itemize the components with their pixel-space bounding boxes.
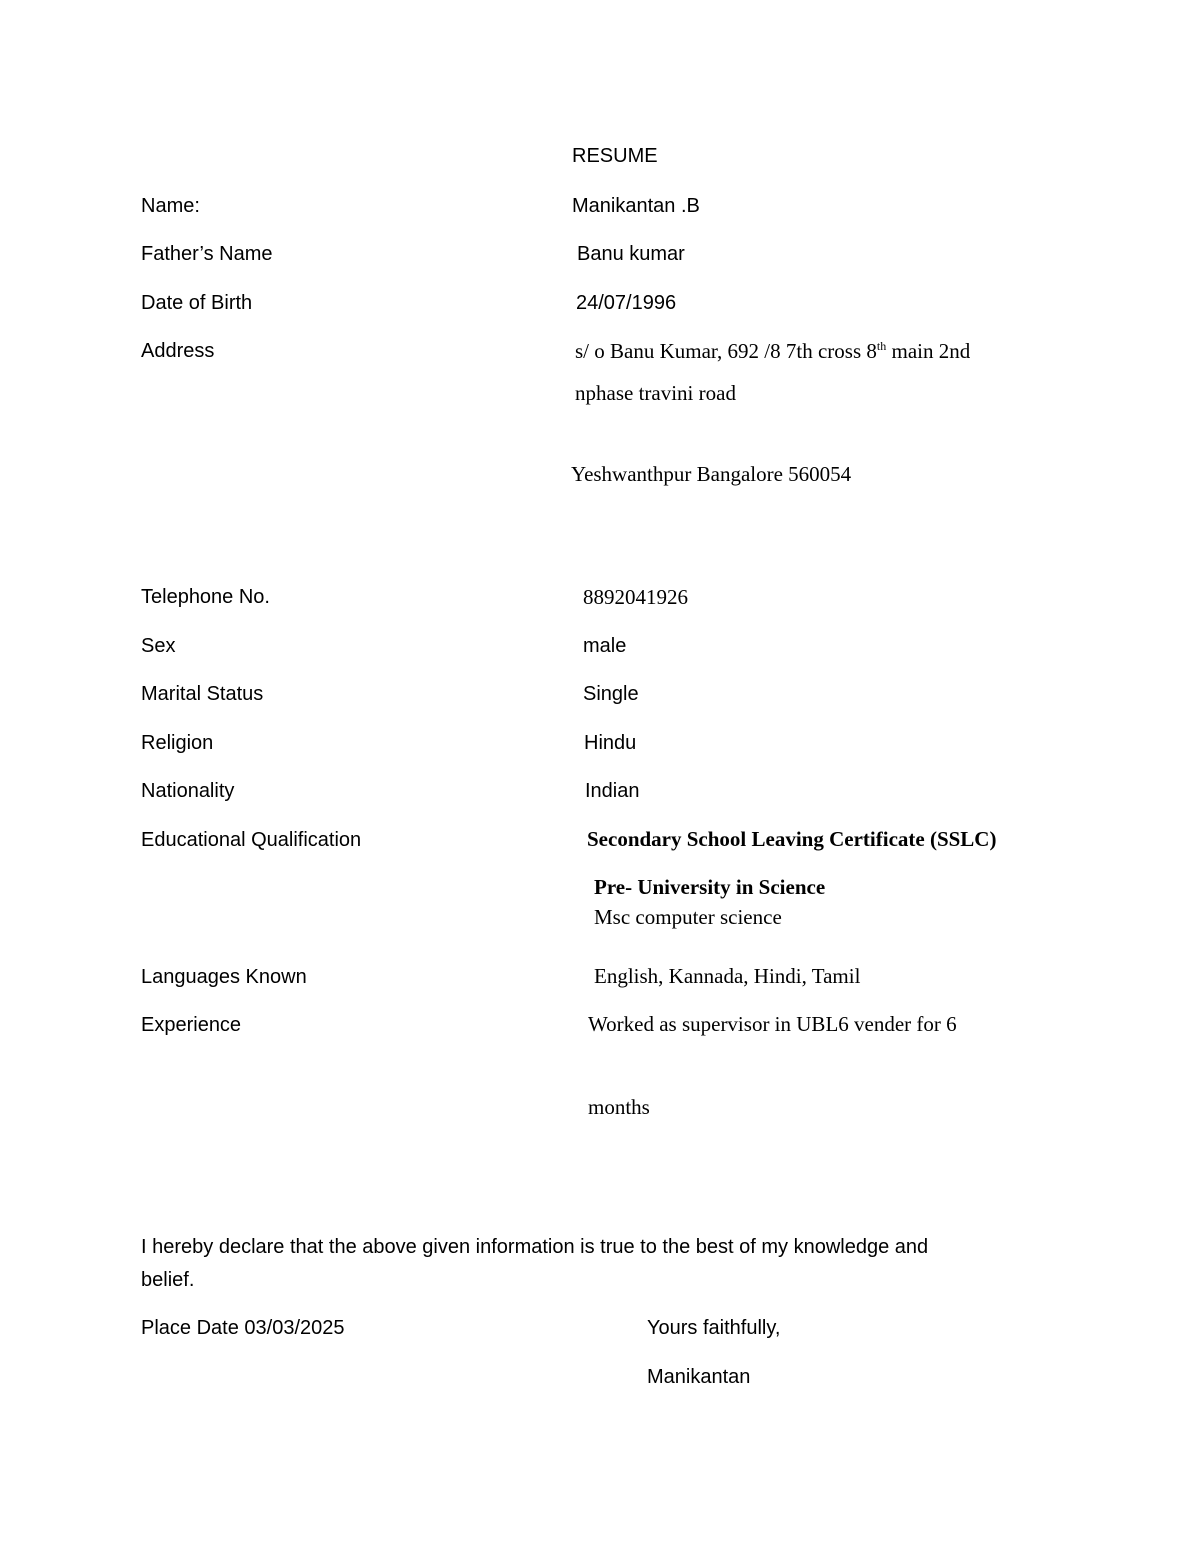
sex-label: Sex xyxy=(141,635,176,657)
telephone-value: 8892041926 xyxy=(583,585,688,609)
address-line-1-main: s/ o Banu Kumar, 692 /8 7th cross 8 xyxy=(575,339,877,363)
dob-value: 24/07/1996 xyxy=(576,292,677,314)
name-label: Name: xyxy=(141,195,200,217)
address-line-2: nphase travini road xyxy=(575,381,736,405)
name-value: Manikantan .B xyxy=(572,195,700,217)
page-title: RESUME xyxy=(572,145,658,167)
address-line-3: Yeshwanthpur Bangalore 560054 xyxy=(571,462,852,486)
education-item: Secondary School Leaving Certificate (SSLC) xyxy=(587,827,997,851)
education-item: Msc computer science xyxy=(594,905,782,929)
languages-value: English, Kannada, Hindi, Tamil xyxy=(594,964,861,988)
experience-line-1: Worked as supervisor in UBL6 vender for 6 xyxy=(588,1012,957,1036)
education-label: Educational Qualification xyxy=(141,829,362,851)
address-line-1 xyxy=(575,341,970,362)
closing-salutation: Yours faithfully, xyxy=(647,1317,781,1339)
place-date: Place Date 03/03/2025 xyxy=(141,1317,345,1339)
telephone-label: Telephone No. xyxy=(141,586,270,608)
nationality-label: Nationality xyxy=(141,780,235,802)
experience-label: Experience xyxy=(141,1014,242,1036)
education-item: Pre- University in Science xyxy=(594,875,826,899)
declaration-line-1: I hereby declare that the above given information is true to the best of my knowledge and xyxy=(141,1236,929,1258)
dob-label: Date of Birth xyxy=(141,292,253,314)
languages-label: Languages Known xyxy=(141,966,307,988)
father-name-value: Banu kumar xyxy=(577,243,685,265)
father-name-label: Father’s Name xyxy=(141,243,273,265)
address-line-1-sup: th xyxy=(876,339,887,353)
marital-status-label: Marital Status xyxy=(141,683,264,705)
address-line-1-rest: main 2nd xyxy=(886,339,971,363)
nationality-value: Indian xyxy=(585,780,640,802)
signature-name: Manikantan xyxy=(647,1366,751,1388)
religion-label: Religion xyxy=(141,732,214,754)
marital-status-value: Single xyxy=(583,683,639,705)
declaration-line-2: belief. xyxy=(141,1269,195,1291)
religion-value: Hindu xyxy=(584,732,637,754)
experience-line-2: months xyxy=(588,1095,650,1119)
address-label: Address xyxy=(141,340,215,362)
sex-value: male xyxy=(583,635,627,657)
